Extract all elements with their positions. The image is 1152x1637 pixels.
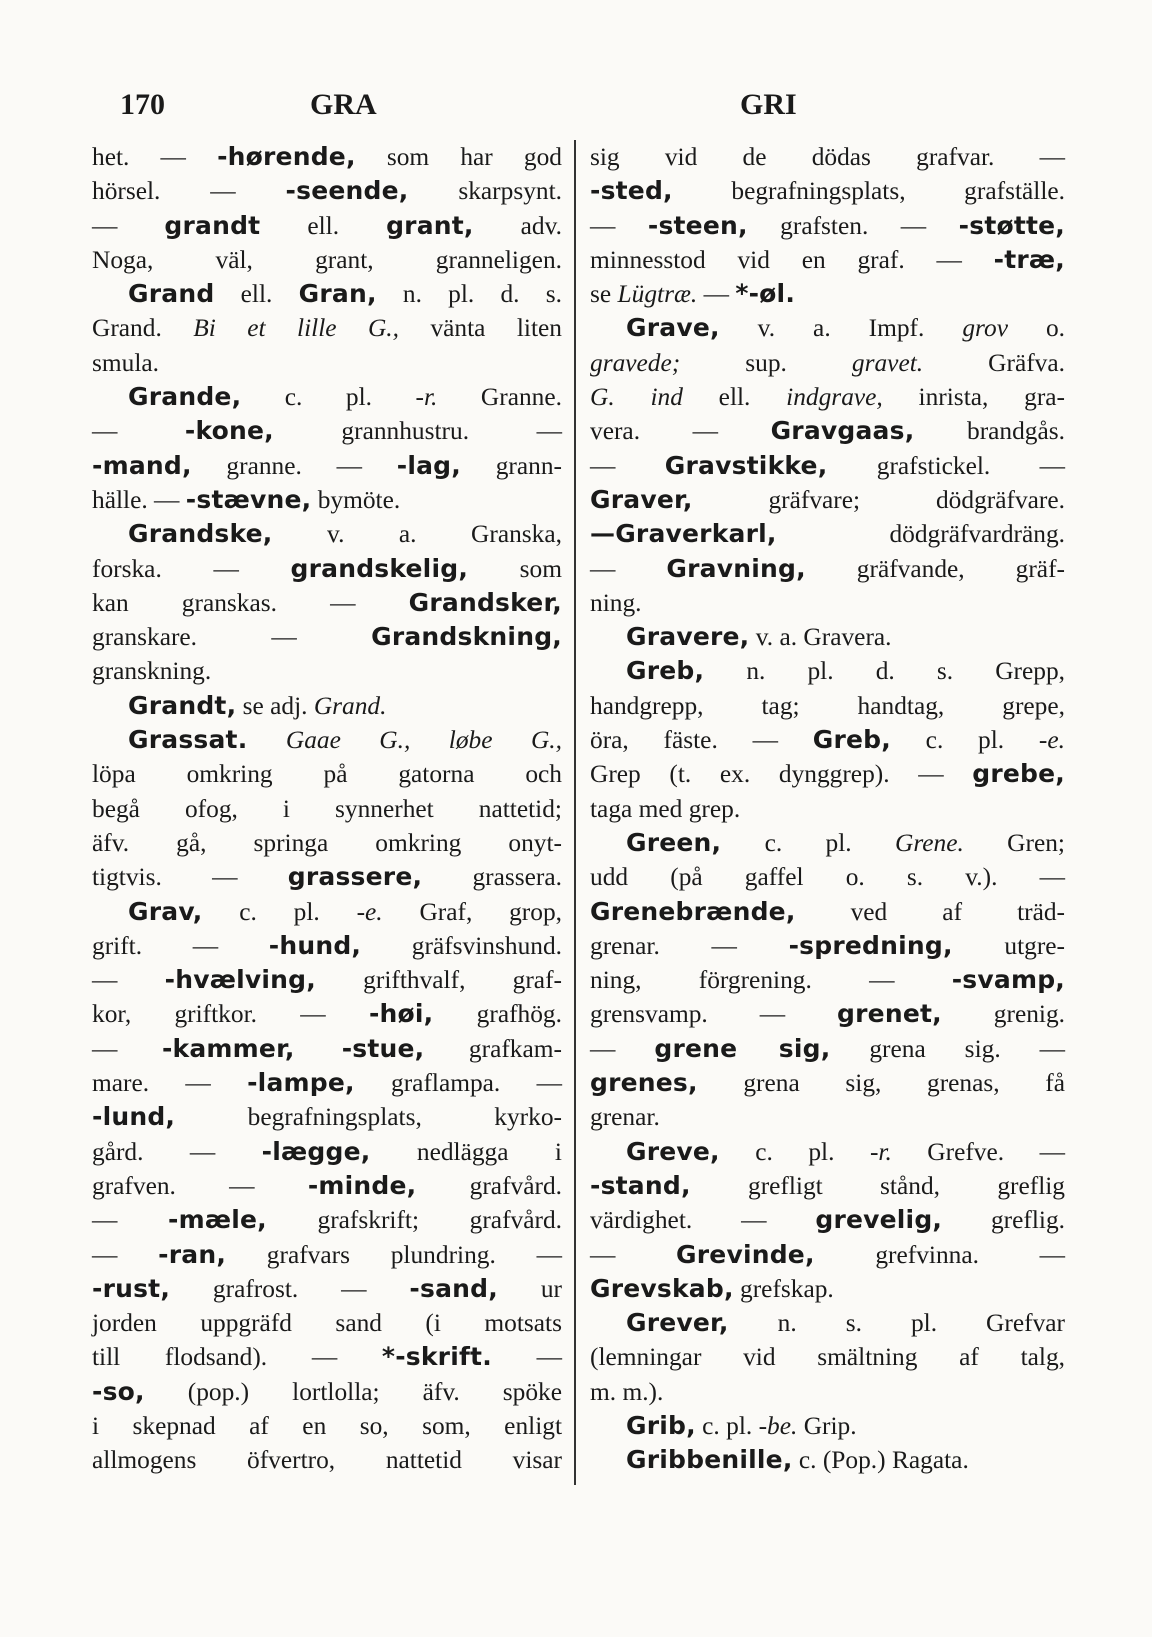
dictionary-line (92, 1409, 562, 1443)
italic-text: Lügtræ. (617, 280, 698, 309)
entry-text: m. m.). (590, 1377, 664, 1406)
dictionary-line (590, 997, 1065, 1031)
entry-text: c. (Pop.) Ragata. (792, 1446, 969, 1475)
entry-text: adv. (473, 211, 562, 240)
dictionary-line (590, 449, 1065, 483)
dictionary-line (92, 826, 562, 860)
entry-headword: -seende, (285, 176, 409, 206)
entry-text: dödgräfvardräng. (776, 520, 1065, 549)
dictionary-line (590, 860, 1065, 894)
entry-text: — (92, 417, 185, 446)
entry-text: grafvård. (416, 1171, 562, 1200)
entry-headword: Grevinde, (676, 1239, 815, 1269)
dictionary-line (92, 1375, 562, 1409)
dictionary-line (590, 209, 1065, 243)
entry-text: grensvamp. — (590, 1000, 838, 1029)
entry-headword: Greb, (626, 656, 705, 686)
entry-text: — (590, 211, 648, 240)
entry-headword: Gravere, (626, 622, 750, 652)
entry-text: grafven. — (92, 1171, 308, 1200)
entry-text: Graf, grop, (382, 897, 562, 926)
entry-text: grafskrift; grafvård. (266, 1206, 562, 1235)
dictionary-line (590, 483, 1065, 517)
dictionary-line (590, 1409, 1065, 1443)
entry-text: Granne. (437, 383, 562, 412)
dictionary-line (92, 277, 562, 311)
entry-text: — (92, 211, 165, 240)
entry-text: äfv. gå, springa omkring onyt- (92, 828, 562, 857)
entry-text: grafhög. (433, 1000, 562, 1029)
entry-headword: Grandske, (128, 519, 273, 549)
dictionary-line (590, 552, 1065, 586)
entry-text: gräfvare; dödgräfvare. (692, 485, 1065, 514)
entry-text: öra, fäste. — (590, 726, 813, 755)
dictionary-line (590, 517, 1065, 551)
dictionary-line (92, 1032, 562, 1066)
dictionary-line (92, 414, 562, 448)
dictionary-line (590, 1100, 1065, 1134)
entry-headword: -minde, (307, 1170, 417, 1200)
entry-headword: -høi, (368, 999, 434, 1029)
entry-headword: Gravgaas, (770, 416, 915, 446)
entry-headword: -mand, (92, 450, 192, 480)
dictionary-line (590, 929, 1065, 963)
entry-text: grannhustru. — (273, 417, 562, 446)
entry-text: v. a. Granska, (272, 520, 562, 549)
dictionary-line (590, 1032, 1065, 1066)
entry-headword: *-skrift. (381, 1342, 492, 1372)
entry-headword: -sand, (409, 1273, 498, 1303)
entry-headword: grant, (386, 210, 474, 240)
entry-text: Grip. (797, 1411, 857, 1440)
italic-text: -e. (1038, 726, 1065, 755)
entry-text: Noga, väl, grant, granneligen. (92, 245, 562, 274)
entry-text: jorden uppgräfd sand (i motsats (92, 1309, 562, 1338)
entry-headword: Gran, (298, 279, 377, 309)
entry-text: grena sig, grenas, få (697, 1069, 1065, 1098)
dictionary-line (590, 140, 1065, 174)
dictionary-line (590, 620, 1065, 654)
entry-headword: -spredning, (788, 930, 953, 960)
dictionary-line (92, 1272, 562, 1306)
entry-text: begå ofog, i synnerhet nattetid; (92, 794, 562, 823)
entry-text: c. pl. (202, 897, 357, 926)
entry-headword: Grassat. (128, 725, 248, 755)
entry-headword: grandskelig, (290, 553, 469, 583)
entry-text: granskare. — (92, 623, 372, 652)
dictionary-line (590, 1203, 1065, 1237)
italic-text: -be. (758, 1411, 798, 1440)
entry-text: ning. (590, 588, 642, 617)
dictionary-line (590, 311, 1065, 345)
entry-headword: grassere, (287, 862, 423, 892)
dictionary-line (590, 826, 1065, 860)
entry-headword: Green, (626, 827, 722, 857)
entry-headword: *-øl. (735, 279, 796, 309)
dictionary-line (590, 689, 1065, 723)
column-divider (574, 140, 576, 1485)
entry-headword: grenes, (590, 1068, 698, 1098)
entry-text: som har god (355, 143, 562, 171)
entry-text: hörsel. — (92, 177, 286, 206)
dictionary-line (92, 1340, 562, 1374)
dictionary-line (92, 380, 562, 414)
entry-text: allmogens öfvertro, nattetid visar (92, 1446, 562, 1475)
dictionary-line (92, 346, 562, 380)
entry-headword: grebe, (972, 759, 1065, 789)
entry-headword: -svamp, (951, 965, 1065, 995)
entry-text: taga med grep. (590, 794, 741, 823)
dictionary-line (92, 654, 562, 688)
entry-text: — (590, 451, 665, 480)
entry-headword: grenet, (837, 999, 942, 1029)
dictionary-line (92, 1169, 562, 1203)
entry-text: grassera. (422, 863, 562, 892)
dictionary-line (92, 860, 562, 894)
entry-text: ell. (682, 383, 787, 412)
dictionary-line (590, 243, 1065, 277)
entry-text: vera. — (590, 417, 771, 446)
entry-headword: Grevskab, (590, 1273, 734, 1303)
entry-text: ell. (214, 280, 299, 309)
entry-text: — (697, 280, 736, 309)
dictionary-line (92, 689, 562, 723)
entry-headword: Grever, (626, 1308, 729, 1338)
dictionary-line (92, 792, 562, 826)
entry-text: het. — (92, 143, 218, 171)
dictionary-line (92, 620, 562, 654)
entry-text: n. pl. d. s. Grepp, (704, 657, 1065, 686)
entry-text: vänta liten (399, 314, 563, 343)
dictionary-line (590, 1272, 1065, 1306)
dictionary-line (92, 895, 562, 929)
entry-text: begrafningsplats, grafställe. (672, 177, 1065, 206)
entry-text: smula. (92, 348, 159, 377)
entry-text: kan granskas. — (92, 588, 409, 617)
italic-text: -e. (356, 897, 383, 926)
dictionary-line (92, 963, 562, 997)
dictionary-line (92, 552, 562, 586)
entry-headword: grene sig, (654, 1033, 831, 1063)
entry-text: gräfvande, gräf- (805, 554, 1065, 583)
entry-text: v. a. Impf. (719, 314, 963, 343)
dictionary-line (92, 1306, 562, 1340)
entry-text: — (590, 1240, 677, 1269)
dictionary-line (92, 723, 562, 757)
entry-text: n. pl. d. s. (376, 280, 562, 309)
entry-text: udd (på gaffel o. s. v.). — (590, 863, 1065, 892)
italic-text: indgrave, (786, 383, 883, 412)
entry-headword: -kone, (184, 416, 274, 446)
entry-text: v. a. Gravera. (749, 623, 892, 652)
left-running-head: GRA (310, 88, 377, 121)
entry-text: grafkam- (424, 1034, 562, 1063)
entry-headword: -steen, (647, 210, 748, 240)
entry-text: sig vid de dödas grafvar. — (590, 143, 1065, 171)
dictionary-line (590, 1169, 1065, 1203)
dictionary-line (590, 174, 1065, 208)
entry-text: ved af träd- (795, 897, 1065, 926)
entry-headword: Gravstikke, (664, 450, 828, 480)
entry-text: kor, griftkor. — (92, 1000, 369, 1029)
entry-text: (lemningar vid smältning af talg, (590, 1343, 1065, 1372)
entry-text: tigtvis. — (92, 863, 288, 892)
entry-text: — (92, 1034, 162, 1063)
entry-text: värdighet. — (590, 1206, 816, 1235)
entry-text: granne. — (191, 451, 397, 480)
italic-text: gravet. (851, 348, 924, 377)
dictionary-line (590, 346, 1065, 380)
entry-text: forska. — (92, 554, 291, 583)
entry-text: minnesstod vid en graf. — (590, 245, 994, 274)
entry-text: o. (1007, 314, 1066, 343)
entry-headword: -sted, (590, 176, 673, 206)
dictionary-line (92, 517, 562, 551)
dictionary-line (590, 1443, 1065, 1477)
dictionary-line (590, 1306, 1065, 1340)
entry-headword: Grandt, (128, 690, 237, 720)
entry-text: inrista, gra- (882, 383, 1066, 412)
dictionary-line (590, 414, 1065, 448)
entry-text: handgrepp, tag; handtag, grepe, (590, 691, 1065, 720)
entry-text: — (590, 1034, 655, 1063)
dictionary-line (590, 380, 1065, 414)
entry-text: c. pl. (695, 1411, 759, 1440)
dictionary-line (92, 449, 562, 483)
entry-text: sup. (680, 348, 852, 377)
italic-text: Grand. (313, 691, 387, 720)
dictionary-line (590, 963, 1065, 997)
entry-text: (pop.) lortlolla; äfv. spöke (144, 1377, 562, 1406)
entry-text: skarpsynt. (408, 177, 562, 206)
page-number: 170 (120, 88, 165, 121)
entry-headword: -rust, (92, 1273, 171, 1303)
entry-headword: grevelig, (815, 1205, 943, 1235)
dictionary-line (92, 1238, 562, 1272)
dictionary-line (92, 757, 562, 791)
dictionary-line (92, 140, 562, 174)
entry-headword: Gravning, (666, 553, 806, 583)
entry-text: gräfsvinshund. (361, 931, 563, 960)
entry-text (247, 726, 285, 754)
entry-text: grefskap. (733, 1274, 834, 1303)
dictionary-line (590, 1375, 1065, 1409)
entry-text: grift. — (92, 931, 269, 960)
dictionary-line (590, 757, 1065, 791)
entry-text: grefvinna. — (814, 1240, 1065, 1269)
entry-headword: Grandsker, (408, 587, 562, 617)
dictionary-line (590, 1135, 1065, 1169)
entry-text: c. pl. (241, 383, 416, 412)
dictionary-line (590, 1238, 1065, 1272)
dictionary-line (590, 792, 1065, 826)
italic-text: Bi et lille G., (193, 314, 399, 343)
entry-text: c. pl. (721, 828, 895, 857)
entry-text: se (590, 280, 618, 309)
left-column (92, 140, 562, 1478)
italic-text: -r. (869, 1137, 892, 1166)
dictionary-line (92, 1203, 562, 1237)
dictionary-line (92, 311, 562, 345)
right-column (590, 140, 1065, 1478)
entry-headword: -hørende, (217, 142, 356, 171)
dictionary-line (92, 1135, 562, 1169)
page-header (92, 88, 1052, 128)
entry-headword: -mæle, (168, 1205, 267, 1235)
entry-text: grenar. (590, 1103, 660, 1132)
entry-text: ning, förgrening. — (590, 966, 952, 995)
entry-headword: Grav, (128, 896, 203, 926)
entry-text: grefligt stånd, greflig (690, 1171, 1065, 1200)
entry-text: ell. (260, 211, 387, 240)
entry-text: ur (497, 1274, 562, 1303)
dictionary-line (92, 1443, 562, 1477)
dictionary-line (590, 586, 1065, 620)
entry-headword: -lampe, (247, 1068, 355, 1098)
entry-headword: Greb, (812, 725, 891, 755)
entry-text: greflig. (942, 1206, 1065, 1235)
entry-text: hälle. — (92, 485, 186, 514)
entry-text: brandgås. (914, 417, 1065, 446)
dictionary-line (92, 174, 562, 208)
entry-text: till flodsand). — (92, 1343, 382, 1372)
entry-text: grafvars plundring. — (226, 1240, 562, 1269)
entry-text: n. s. pl. Grefvar (728, 1309, 1065, 1338)
entry-headword: -ran, (158, 1239, 227, 1269)
dictionary-line (92, 209, 562, 243)
dictionary-line (590, 895, 1065, 929)
entry-headword: Grenebrænde, (590, 896, 796, 926)
entry-text: gård. — (92, 1137, 262, 1166)
entry-text: Grefve. — (891, 1137, 1065, 1166)
entry-headword: -lund, (92, 1102, 176, 1132)
dictionary-line (590, 654, 1065, 688)
entry-headword: -hvælving, (164, 965, 316, 995)
dictionary-line (92, 243, 562, 277)
entry-text: löpa omkring på gatorna och (92, 760, 562, 789)
entry-text: som (468, 554, 562, 583)
entry-text: Grand. (92, 314, 194, 343)
entry-headword: Greve, (626, 1136, 720, 1166)
entry-headword: Grande, (128, 382, 242, 412)
entry-text: nedlägga i (370, 1137, 562, 1166)
right-running-head: GRI (740, 88, 797, 121)
dictionary-line (590, 277, 1065, 311)
entry-text: — (590, 554, 667, 583)
entry-text: — (92, 966, 165, 995)
entry-text: mare. — (92, 1069, 248, 1098)
entry-headword: -stand, (590, 1170, 691, 1200)
entry-headword: -hund, (268, 930, 362, 960)
entry-text: grafrost. — (170, 1274, 410, 1303)
entry-text: graflampa. — (354, 1069, 562, 1098)
entry-headword: -lægge, (261, 1136, 371, 1166)
entry-headword: Grave, (626, 313, 720, 343)
entry-text: se adj. (236, 691, 314, 720)
entry-headword: -træ, (993, 244, 1065, 274)
entry-text: grifthvalf, graf- (315, 966, 562, 995)
entry-text: — (92, 1240, 159, 1269)
entry-text: Gräfva. (923, 348, 1065, 377)
entry-text: c. pl. (890, 726, 1039, 755)
entry-text: Grep (t. ex. dynggrep). — (590, 760, 973, 789)
entry-text: granskning. (92, 657, 212, 686)
entry-headword: Gribbenille, (626, 1445, 793, 1475)
dictionary-line (92, 483, 562, 517)
entry-headword: grandt (164, 210, 261, 240)
italic-text: G. ind (590, 383, 683, 412)
italic-text: Grene. (894, 828, 964, 857)
italic-text: Gaae G., løbe G., (285, 726, 562, 755)
dictionary-line (92, 1100, 562, 1134)
entry-text: grenar. — (590, 931, 789, 960)
entry-text: begrafningsplats, kyrko- (175, 1103, 562, 1132)
entry-text: c. pl. (719, 1137, 870, 1166)
entry-text: bymöte. (311, 485, 401, 514)
dictionary-line (590, 1340, 1065, 1374)
entry-headword: -kammer, -stue, (161, 1033, 425, 1063)
entry-headword: Grib, (626, 1410, 696, 1440)
entry-headword: -lag, (396, 450, 461, 480)
entry-text: grena sig. — (830, 1034, 1065, 1063)
entry-headword: -stævne, (185, 484, 312, 514)
dictionary-line (92, 1066, 562, 1100)
dictionary-line (590, 1066, 1065, 1100)
entry-text: grafsten. — (747, 211, 959, 240)
entry-text: i skepnad af en so, som, enligt (92, 1411, 562, 1440)
entry-text: — (92, 1206, 169, 1235)
entry-text: grafstickel. — (827, 451, 1065, 480)
dictionary-line (92, 997, 562, 1031)
entry-headword: Graver, (590, 484, 693, 514)
entry-text: grenig. (941, 1000, 1066, 1029)
dictionary-line (92, 929, 562, 963)
entry-text: utgre- (952, 931, 1065, 960)
italic-text: gravede; (590, 348, 681, 377)
entry-text: Gren; (963, 828, 1065, 857)
entry-headword: —Graverkarl, (590, 519, 777, 549)
entry-headword: Grand (128, 279, 215, 309)
italic-text: -r. (415, 383, 438, 412)
dictionary-line (590, 723, 1065, 757)
entry-headword: -støtte, (958, 210, 1065, 240)
dictionary-line (92, 586, 562, 620)
entry-headword: -so, (92, 1376, 145, 1406)
entry-headword: Grandskning, (371, 622, 562, 652)
entry-text: — (491, 1343, 562, 1372)
italic-text: grov (962, 314, 1008, 343)
entry-text: grann- (460, 451, 562, 480)
